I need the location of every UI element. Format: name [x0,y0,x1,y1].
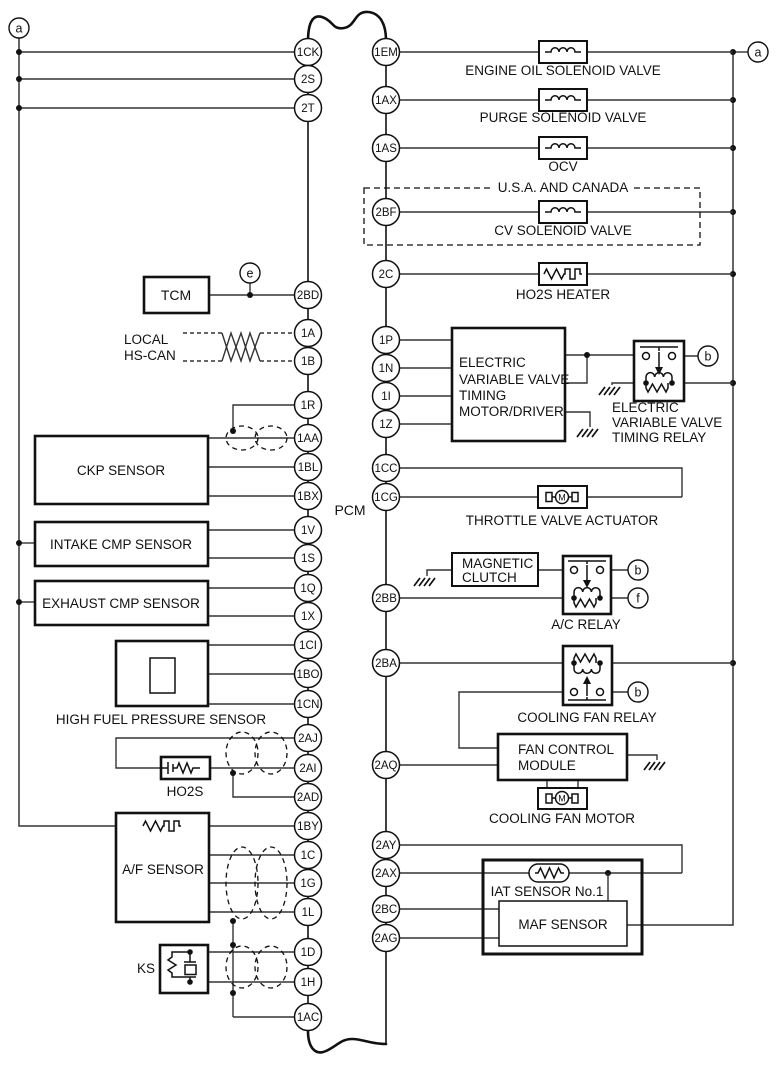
maf-sensor-label: MAF SENSOR [518,917,608,932]
evvt-relay-label-2: VARIABLE VALVE [612,415,723,430]
pin-label: 1A [300,328,316,340]
ref-circle-b [628,560,648,580]
pin-2BF [373,199,400,226]
engine-oil-solenoid-valve-label: ENGINE OIL SOLENOID VALVE [465,63,661,78]
pin-2AI [295,755,322,782]
pin-label: 1R [300,400,316,412]
pin-1V [295,517,322,544]
pin-1A [295,320,322,347]
pin-label: 1P [378,335,394,347]
pin-label: 2BB [375,593,397,605]
evvt-driver-label-2: VARIABLE VALVE [459,372,570,387]
pin-2AX [373,860,400,887]
exhaust-cmp-sensor [35,581,208,625]
ocv-label: OCV [548,159,578,174]
magnetic-clutch [452,553,538,586]
pin-1EM [373,39,400,66]
pin-1BX [295,483,322,510]
pin-label: 1AC [296,1012,320,1024]
pin-label: 1CN [296,699,320,711]
pin-1BL [295,454,322,481]
pin-2AD [295,784,322,811]
pin-1Z [373,411,400,438]
evvt-motor-driver [452,328,569,441]
pin-1CN [295,691,322,718]
intake-cmp-sensor [35,522,208,566]
pin-label: 1BX [297,491,319,503]
cooling-fan-motor [489,788,635,826]
pin-label: 1CG [374,492,398,504]
pin-2T [295,95,322,122]
pin-label: 2C [378,269,394,281]
purge-solenoid-valve-label: PURGE SOLENOID VALVE [479,110,647,125]
pin-label: 1L [301,907,315,919]
pin-label: 1AS [375,143,397,155]
cooling-fan-motor-label: COOLING FAN MOTOR [488,811,636,826]
pin-1AC [295,1004,322,1031]
pins-layer [295,39,400,1031]
pin-label: 2BD [296,290,320,302]
right-supply-bus [627,52,733,925]
pin-label: 1N [378,363,394,375]
pin-label: 2BF [375,207,397,219]
pin-label: 1AX [375,95,397,107]
ho2s-heater-label: HO2S HEATER [515,287,611,302]
pin-label: 1Z [379,419,393,431]
pin-label: 1D [300,947,316,959]
intake-cmp-sensor-label: INTAKE CMP SENSOR [49,537,193,552]
ref-letter: a [15,21,23,36]
fan-control-module [498,734,627,780]
ks-label: KS [136,961,156,976]
pcm-bottom-edge [308,1031,386,1052]
pin-2BB [373,585,400,612]
pin-label: 2AQ [374,760,398,772]
exhaust-cmp-sensor-label: EXHAUST CMP SENSOR [42,596,200,611]
pin-label: 1CI [299,640,317,652]
ac-relay [551,556,621,632]
maf-assembly [483,860,642,954]
pin-label: 1H [300,977,316,989]
fan-control-module-label-2: MODULE [518,758,576,773]
pin-2BA [373,650,400,677]
ref-circle-b [628,682,648,702]
evvt-relay-label-1: ELECTRIC [612,400,679,415]
svg-text:M: M [558,793,566,804]
evvt-driver-label-4: MOTOR/DRIVER [459,404,564,419]
high-fuel-pressure-sensor [56,641,267,727]
thermistor-icon [529,864,569,882]
pin-1X [295,603,322,630]
pin-2AJ [295,725,322,752]
pin-label: 2AX [375,868,397,880]
evvt-driver-label-1: ELECTRIC [459,355,526,370]
pin-label: 1BO [296,669,320,681]
pin-label: 1V [300,525,316,537]
pin-label: 1I [381,391,391,403]
ckp-sensor-label: CKP SENSOR [76,463,166,478]
pin-1P [373,327,400,354]
pin-label: 2S [300,74,316,86]
pin-2BD [295,282,322,309]
pin-1BO [295,661,322,688]
ho2s-sensor [161,757,210,799]
pin-label: 1CK [296,47,320,59]
pin-label: 2T [301,103,315,115]
pin-1R [295,392,322,419]
ref-circle-e [240,263,260,283]
ref-letter: b [634,563,642,578]
pin-1I [373,383,400,410]
pin-label: 1G [300,878,316,890]
evvt-relay-label-3: TIMING RELAY [612,430,707,445]
ground-icon [599,387,620,395]
ground-icon [577,429,598,437]
pin-1L [295,899,322,926]
ocv [539,137,587,174]
ground-icon [644,762,665,770]
left-supply-bus [19,38,143,826]
pin-label: 1S [300,553,316,565]
pin-1S [295,545,322,572]
pin-label: 2BC [374,904,398,916]
pin-label: 2AI [299,763,317,775]
ground-icon [414,578,435,586]
high-fuel-pressure-sensor-label: HIGH FUEL PRESSURE SENSOR [55,712,267,727]
pin-label: 2AD [296,792,320,804]
pin-label: 1C [300,850,316,862]
tcm-module [144,277,209,313]
pin-1AX [373,87,400,114]
cv-solenoid-valve-label: CV SOLENOID VALVE [494,223,632,238]
ref-circle-f [628,588,648,608]
cooling-fan-relay-label: COOLING FAN RELAY [517,710,657,725]
throttle-valve-actuator-label: THROTTLE VALVE ACTUATOR [465,513,659,528]
af-sensor-label: A/F SENSOR [122,862,204,877]
pin-1CK [295,39,322,66]
pin-1B [295,348,322,375]
pin-label: 1AA [297,433,319,445]
pin-label: 2AJ [298,733,318,745]
tcm-label: TCM [160,287,192,303]
pin-1CI [295,632,322,659]
pin-label: 2BA [375,658,397,670]
pin-2C [373,261,400,288]
engine-oil-solenoid-valve [465,41,661,78]
usa-canada-label: U.S.A. AND CANADA [497,180,629,195]
pin-2AQ [373,752,400,779]
magnetic-clutch-label-1: MAGNETIC [462,556,534,571]
pin-1Q [295,575,322,602]
ks-sensor [137,945,208,993]
pin-label: 1CC [374,463,398,475]
pin-label: 2AY [375,840,397,852]
pin-label: 1BL [297,462,319,474]
ckp-sensor [35,436,208,504]
pin-label: 1Q [300,583,316,595]
ac-relay-label: A/C RELAY [551,617,621,632]
local-hs-can [124,332,176,363]
pin-1BY [295,813,322,840]
pin-2AG [373,925,400,952]
evvt-driver-label-3: TIMING [459,388,507,403]
ho2s-label: HO2S [166,784,204,799]
pin-label: 2AG [374,933,398,945]
pin-label: 1BY [297,821,319,833]
shield-layer [226,426,287,988]
magnetic-clutch-label-2: CLUTCH [462,570,517,585]
ho2s-heater [516,263,611,302]
pin-1G [295,870,322,897]
ref-letter: b [634,685,642,700]
local-hs-can-label-2: HS-CAN [124,348,176,363]
local-hs-can-label-1: LOCAL [124,332,169,347]
ref-letter: f [636,591,640,606]
pin-1CG [373,484,400,511]
iat-sensor-label: IAT SENSOR No.1 [490,884,604,899]
pcm-top-edge [308,12,386,42]
pin-2AY [373,832,400,859]
pin-1D [295,939,322,966]
pin-label: 1B [300,356,316,368]
pin-1AS [373,135,400,162]
af-sensor [116,813,209,922]
pin-label: 1X [300,611,316,623]
pin-1C [295,842,322,869]
pin-2BC [373,896,400,923]
pin-label: 1EM [374,47,398,59]
pin-1AA [295,425,322,452]
throttle-valve-actuator [466,486,659,528]
ref-letter: e [246,266,254,281]
ref-circle-a [748,42,768,62]
pin-1N [373,355,400,382]
svg-text:M: M [558,492,566,503]
ref-letter: b [704,349,712,364]
cv-solenoid-valve [494,201,632,238]
purge-solenoid-valve [480,89,647,125]
ref-circle-a [9,18,29,38]
pin-1H [295,969,322,996]
pin-1CC [373,455,400,482]
ref-letter: a [754,45,762,60]
pcm-label: PCM [334,502,366,518]
fan-control-module-label-1: FAN CONTROL [518,742,615,757]
ref-circle-b [698,346,718,366]
pin-2S [295,66,322,93]
